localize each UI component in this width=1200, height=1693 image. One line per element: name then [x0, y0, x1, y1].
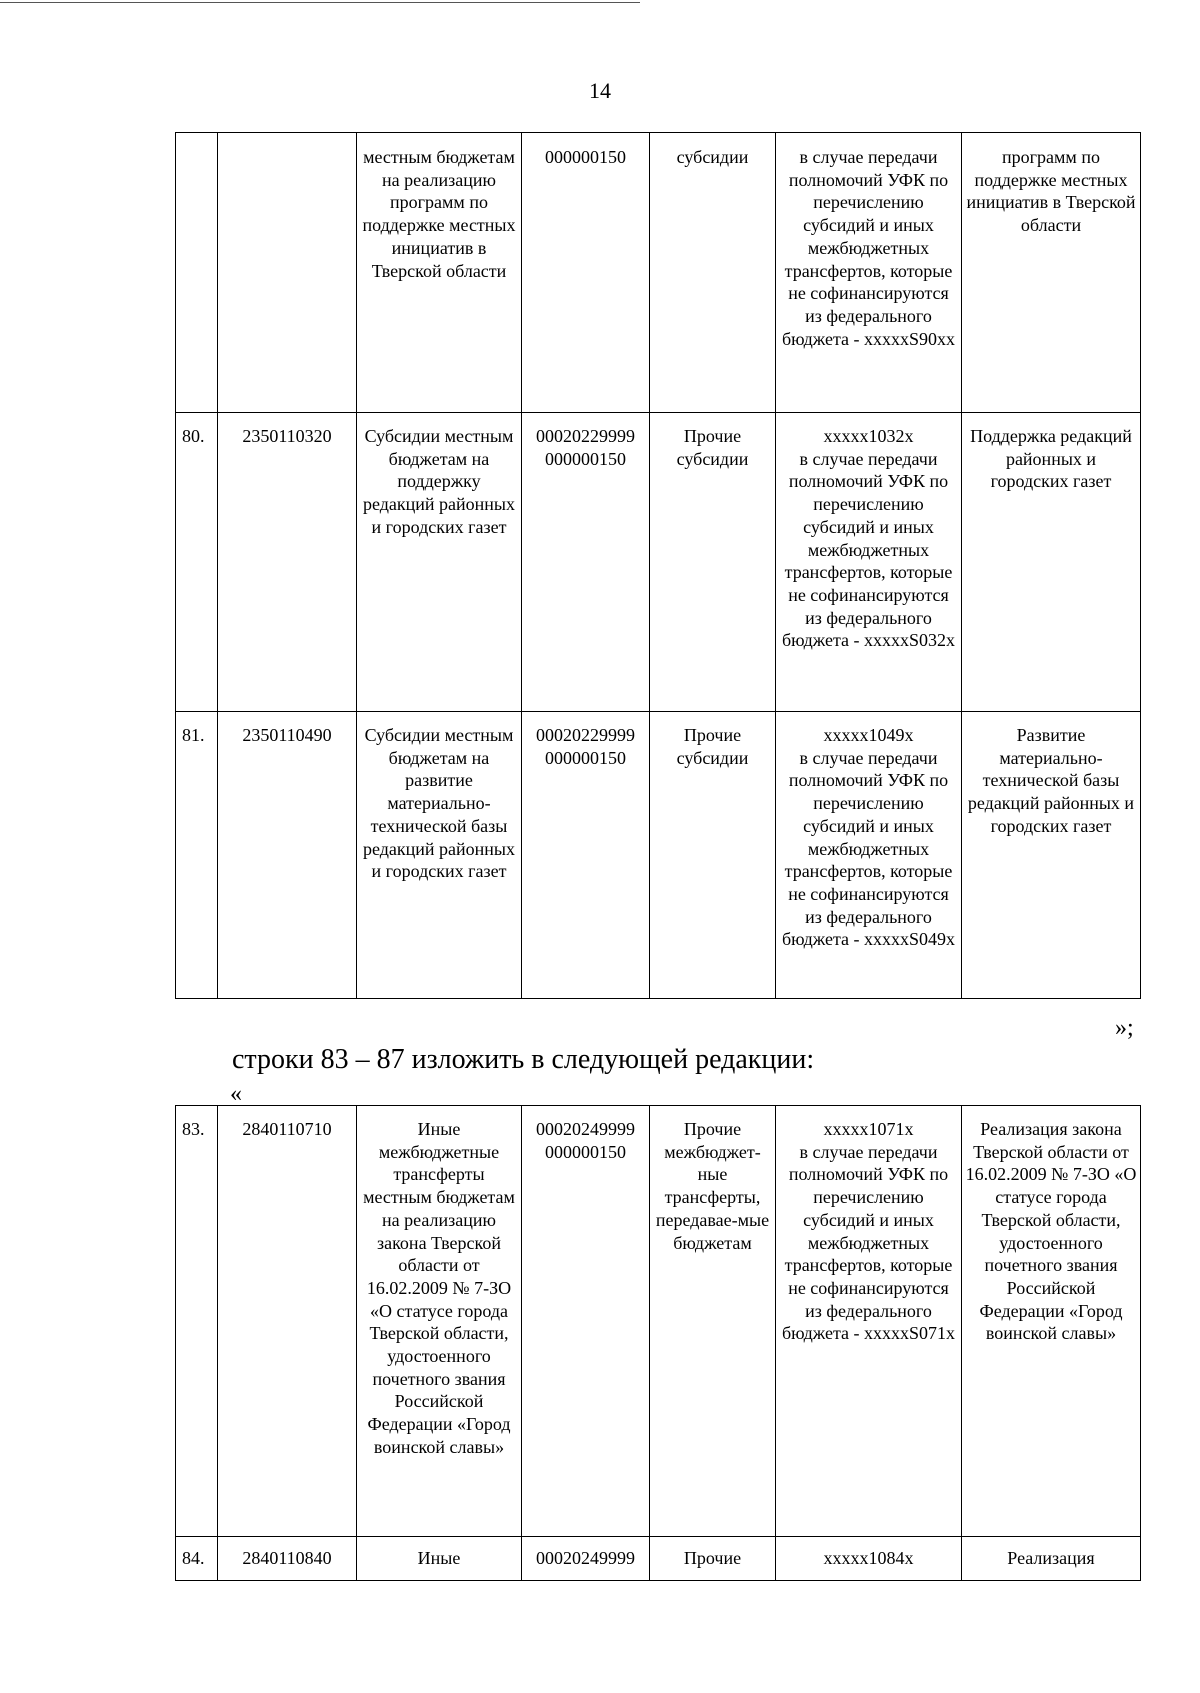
cell-kbk: 00020249999 000000150: [522, 1106, 650, 1537]
opening-quote: «: [230, 1081, 242, 1107]
cell-note: xxxxx1084x: [776, 1537, 962, 1581]
table-row: [176, 712, 1141, 999]
cell-num: 81.: [176, 712, 218, 999]
cell-purpose: Иные межбюджетные трансферты местным бюджетам на реализацию закона Тверской области от 16.02.2009 № 7-ЗО «О статусе города Тверской области, удостоенного почетного звания Российской Федерации «Город воинской славы»: [357, 1106, 522, 1537]
cell-code: 2840110840: [218, 1537, 357, 1581]
cell-num: [176, 133, 218, 413]
cell-note: xxxxx1071x в случае передачи полномочий УФК по перечислению субсидий и иных межбюджетных трансфертов, которые не софинансируются из федерального бюджета - xxxxxS071x: [776, 1106, 962, 1537]
cell-type: Прочие субсидии: [650, 712, 776, 999]
closing-quote: »;: [1115, 1015, 1134, 1041]
cell-name: Реализация: [962, 1537, 1141, 1581]
cell-code: 2840110710: [218, 1106, 357, 1537]
table-row: [176, 1106, 1141, 1537]
amendment-heading: строки 83 – 87 изложить в следующей редакции:: [232, 1044, 815, 1075]
table-row: [176, 1537, 1141, 1581]
table-row: [176, 133, 1141, 413]
table-amended-rows: [175, 1105, 1141, 1581]
table-row: [176, 413, 1141, 712]
cell-purpose: местным бюджетам на реализацию программ по поддержке местных инициатив в Тверской области: [357, 133, 522, 413]
cell-code: 2350110490: [218, 712, 357, 999]
cell-name: Реализация закона Тверской области от 16.02.2009 № 7-ЗО «О статусе города Тверской области, удостоенного почетного звания Российской Федерации «Город воинской славы»: [962, 1106, 1141, 1537]
cell-type: Прочие межбюджет-ные трансферты, передавае-мые бюджетам: [650, 1106, 776, 1537]
cell-code: [218, 133, 357, 413]
page-number: 14: [589, 78, 611, 103]
cell-name: Поддержка редакций районных и городских газет: [962, 413, 1141, 712]
cell-type: Прочие: [650, 1537, 776, 1581]
cell-purpose: Субсидии местным бюджетам на поддержку редакций районных и городских газет: [357, 413, 522, 712]
scan-top-line: [0, 2, 640, 3]
table-continuation: [175, 132, 1141, 999]
cell-code: 2350110320: [218, 413, 357, 712]
cell-kbk: 00020249999: [522, 1537, 650, 1581]
cell-kbk: 00020229999 000000150: [522, 712, 650, 999]
cell-num: 84.: [176, 1537, 218, 1581]
cell-note: xxxxx1032x в случае передачи полномочий УФК по перечислению субсидий и иных межбюджетных трансфертов, которые не софинансируются из федерального бюджета - xxxxxS032x: [776, 413, 962, 712]
cell-name: Развитие материально-технической базы редакций районных и городских газет: [962, 712, 1141, 999]
cell-name: программ по поддержке местных инициатив в Тверской области: [962, 133, 1141, 413]
cell-note: xxxxx1049x в случае передачи полномочий УФК по перечислению субсидий и иных межбюджетных трансфертов, которые не софинансируются из федерального бюджета - xxxxxS049x: [776, 712, 962, 999]
cell-kbk: 000000150: [522, 133, 650, 413]
cell-type: субсидии: [650, 133, 776, 413]
cell-num: 80.: [176, 413, 218, 712]
cell-purpose: Иные: [357, 1537, 522, 1581]
cell-num: 83.: [176, 1106, 218, 1537]
cell-kbk: 00020229999 000000150: [522, 413, 650, 712]
cell-note: в случае передачи полномочий УФК по перечислению субсидий и иных межбюджетных трансфертов, которые не софинансируются из федерального бюджета - xxxxxS90xx: [776, 133, 962, 413]
cell-type: Прочие субсидии: [650, 413, 776, 712]
cell-purpose: Субсидии местным бюджетам на развитие материально-технической базы редакций районных и городских газет: [357, 712, 522, 999]
